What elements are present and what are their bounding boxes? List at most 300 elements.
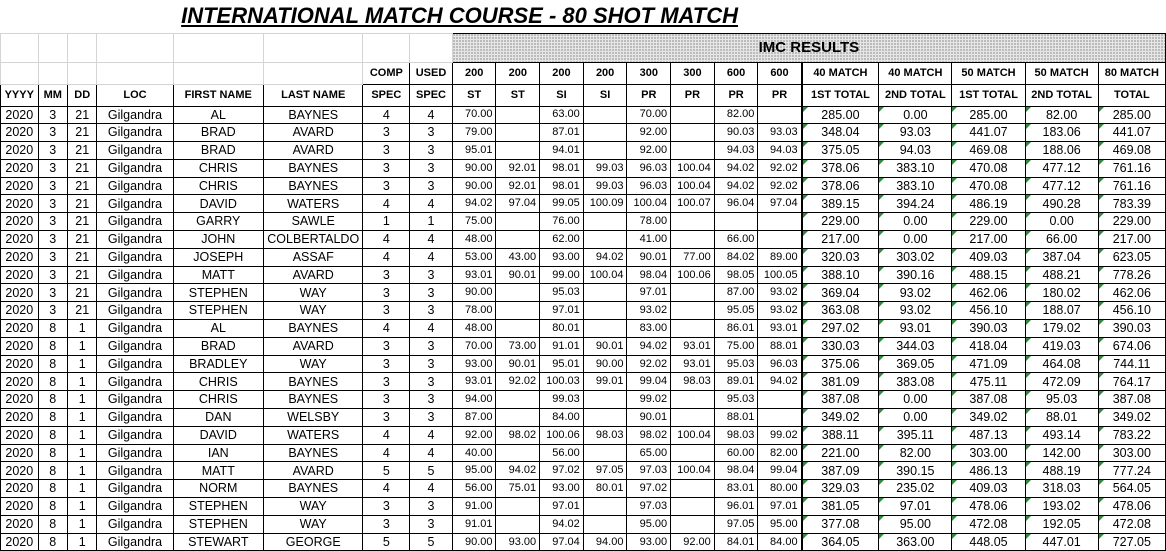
table-cell[interactable]: 471.09: [952, 355, 1025, 373]
table-cell[interactable]: 95.00: [758, 515, 802, 533]
table-cell[interactable]: 419.03: [1025, 337, 1098, 355]
table-cell[interactable]: 348.04: [802, 124, 879, 142]
table-cell[interactable]: [671, 284, 715, 302]
table-cell[interactable]: 8: [38, 355, 67, 373]
table-cell[interactable]: 229.00: [952, 213, 1025, 231]
table-cell[interactable]: 3: [410, 409, 453, 427]
table-cell[interactable]: 96.03: [627, 177, 671, 195]
table-cell[interactable]: 389.15: [802, 195, 879, 213]
table-cell[interactable]: 2020: [1, 337, 39, 355]
table-cell[interactable]: DAVID: [173, 426, 263, 444]
table-cell[interactable]: 0.00: [879, 391, 952, 409]
table-cell[interactable]: 60.00: [714, 444, 758, 462]
table-cell[interactable]: WAY: [263, 515, 363, 533]
table-cell[interactable]: 3: [410, 284, 453, 302]
table-cell[interactable]: Gilgandra: [97, 106, 173, 124]
table-cell[interactable]: 8: [38, 426, 67, 444]
table-cell[interactable]: 99.02: [627, 391, 671, 409]
table-cell[interactable]: 84.00: [540, 409, 584, 427]
table-cell[interactable]: 93.01: [452, 266, 496, 284]
table-cell[interactable]: Gilgandra: [97, 213, 173, 231]
table-cell[interactable]: SAWLE: [263, 213, 363, 231]
table-cell[interactable]: 21: [68, 177, 97, 195]
table-cell[interactable]: 4: [363, 106, 410, 124]
table-cell[interactable]: 90.01: [627, 409, 671, 427]
table-cell[interactable]: 761.16: [1098, 159, 1165, 177]
table-cell[interactable]: Gilgandra: [97, 480, 173, 498]
table-cell[interactable]: 1: [68, 462, 97, 480]
table-cell[interactable]: BAYNES: [263, 480, 363, 498]
table-cell[interactable]: 97.05: [583, 462, 627, 480]
table-cell[interactable]: 318.03: [1025, 480, 1098, 498]
table-cell[interactable]: BRADLEY: [173, 355, 263, 373]
table-cell[interactable]: 21: [68, 142, 97, 160]
table-cell[interactable]: 2020: [1, 159, 39, 177]
table-cell[interactable]: 409.03: [952, 480, 1025, 498]
table-cell[interactable]: 217.00: [1098, 231, 1165, 249]
table-cell[interactable]: 381.05: [802, 498, 879, 516]
table-cell[interactable]: 469.08: [952, 142, 1025, 160]
table-cell[interactable]: 43.00: [496, 248, 540, 266]
table-cell[interactable]: 84.00: [758, 533, 802, 551]
table-cell[interactable]: 75.00: [714, 337, 758, 355]
table-cell[interactable]: [671, 391, 715, 409]
table-cell[interactable]: 285.00: [952, 106, 1025, 124]
table-cell[interactable]: 82.00: [879, 444, 952, 462]
table-cell[interactable]: 3: [410, 142, 453, 160]
table-cell[interactable]: 48.00: [452, 231, 496, 249]
table-cell[interactable]: 303.00: [952, 444, 1025, 462]
table-cell[interactable]: AL: [173, 320, 263, 338]
table-cell[interactable]: Gilgandra: [97, 231, 173, 249]
table-cell[interactable]: 96.03: [627, 159, 671, 177]
table-cell[interactable]: 97.04: [758, 195, 802, 213]
table-cell[interactable]: [583, 213, 627, 231]
table-cell[interactable]: 3: [363, 391, 410, 409]
table-cell[interactable]: 303.00: [1098, 444, 1165, 462]
table-cell[interactable]: 8: [38, 533, 67, 551]
table-cell[interactable]: 4: [363, 231, 410, 249]
table-cell[interactable]: 378.06: [802, 159, 879, 177]
table-cell[interactable]: 89.01: [714, 373, 758, 391]
table-cell[interactable]: BAYNES: [263, 177, 363, 195]
table-cell[interactable]: 21: [68, 302, 97, 320]
table-cell[interactable]: 2020: [1, 355, 39, 373]
table-cell[interactable]: 94.02: [714, 159, 758, 177]
table-cell[interactable]: 100.04: [671, 177, 715, 195]
table-cell[interactable]: [671, 106, 715, 124]
table-cell[interactable]: 2020: [1, 213, 39, 231]
table-cell[interactable]: 2020: [1, 124, 39, 142]
table-cell[interactable]: 100.09: [583, 195, 627, 213]
table-cell[interactable]: 100.04: [583, 266, 627, 284]
table-cell[interactable]: Gilgandra: [97, 248, 173, 266]
table-cell[interactable]: 99.03: [583, 177, 627, 195]
table-cell[interactable]: 1: [68, 355, 97, 373]
table-cell[interactable]: 65.00: [627, 444, 671, 462]
table-cell[interactable]: 2020: [1, 480, 39, 498]
table-cell[interactable]: 488.21: [1025, 266, 1098, 284]
table-cell[interactable]: 777.24: [1098, 462, 1165, 480]
table-cell[interactable]: 486.19: [952, 195, 1025, 213]
table-cell[interactable]: 0.00: [879, 409, 952, 427]
table-cell[interactable]: BAYNES: [263, 106, 363, 124]
table-cell[interactable]: [496, 515, 540, 533]
table-cell[interactable]: 62.00: [540, 231, 584, 249]
table-cell[interactable]: 93.00: [540, 480, 584, 498]
table-cell[interactable]: 3: [410, 391, 453, 409]
table-cell[interactable]: 761.16: [1098, 177, 1165, 195]
table-cell[interactable]: 3: [363, 284, 410, 302]
table-cell[interactable]: 5: [363, 533, 410, 551]
table-cell[interactable]: Gilgandra: [97, 426, 173, 444]
table-cell[interactable]: 92.01: [496, 177, 540, 195]
table-cell[interactable]: DAVID: [173, 195, 263, 213]
table-cell[interactable]: 488.19: [1025, 462, 1098, 480]
table-cell[interactable]: 90.00: [452, 533, 496, 551]
table-cell[interactable]: 93.02: [758, 302, 802, 320]
table-cell[interactable]: WAY: [263, 284, 363, 302]
table-cell[interactable]: 2020: [1, 444, 39, 462]
table-cell[interactable]: [583, 444, 627, 462]
table-cell[interactable]: 95.03: [714, 391, 758, 409]
table-cell[interactable]: Gilgandra: [97, 177, 173, 195]
table-cell[interactable]: JOHN: [173, 231, 263, 249]
table-cell[interactable]: 217.00: [952, 231, 1025, 249]
table-cell[interactable]: 90.01: [627, 248, 671, 266]
table-cell[interactable]: 82.00: [1025, 106, 1098, 124]
table-cell[interactable]: 94.00: [452, 391, 496, 409]
table-cell[interactable]: 383.10: [879, 177, 952, 195]
table-cell[interactable]: 97.03: [627, 498, 671, 516]
table-cell[interactable]: 490.28: [1025, 195, 1098, 213]
table-cell[interactable]: AVARD: [263, 337, 363, 355]
table-cell[interactable]: 387.08: [952, 391, 1025, 409]
table-cell[interactable]: 90.00: [583, 355, 627, 373]
table-cell[interactable]: 21: [68, 195, 97, 213]
table-cell[interactable]: 92.01: [496, 159, 540, 177]
table-cell[interactable]: 97.02: [627, 480, 671, 498]
table-cell[interactable]: 82.00: [714, 106, 758, 124]
table-cell[interactable]: 83.01: [714, 480, 758, 498]
table-cell[interactable]: 100.04: [627, 195, 671, 213]
table-cell[interactable]: CHRIS: [173, 159, 263, 177]
table-cell[interactable]: ASSAF: [263, 248, 363, 266]
table-cell[interactable]: 100.05: [758, 266, 802, 284]
table-cell[interactable]: 2020: [1, 195, 39, 213]
table-cell[interactable]: [671, 302, 715, 320]
table-cell[interactable]: CHRIS: [173, 177, 263, 195]
table-cell[interactable]: Gilgandra: [97, 391, 173, 409]
table-cell[interactable]: 447.01: [1025, 533, 1098, 551]
table-cell[interactable]: 369.04: [802, 284, 879, 302]
table-cell[interactable]: 478.06: [1098, 498, 1165, 516]
table-cell[interactable]: 188.06: [1025, 142, 1098, 160]
table-cell[interactable]: 97.04: [540, 533, 584, 551]
table-cell[interactable]: [496, 320, 540, 338]
table-cell[interactable]: DAN: [173, 409, 263, 427]
table-cell[interactable]: 488.15: [952, 266, 1025, 284]
table-cell[interactable]: 82.00: [758, 444, 802, 462]
table-cell[interactable]: STEWART: [173, 533, 263, 551]
table-cell[interactable]: [496, 409, 540, 427]
table-cell[interactable]: 88.01: [758, 337, 802, 355]
table-cell[interactable]: 472.08: [1098, 515, 1165, 533]
table-cell[interactable]: 470.08: [952, 177, 1025, 195]
table-cell[interactable]: [671, 480, 715, 498]
table-cell[interactable]: STEPHEN: [173, 498, 263, 516]
table-cell[interactable]: [496, 444, 540, 462]
table-cell[interactable]: 88.01: [714, 409, 758, 427]
table-cell[interactable]: 418.04: [952, 337, 1025, 355]
table-cell[interactable]: [671, 213, 715, 231]
table-cell[interactable]: WAY: [263, 355, 363, 373]
table-cell[interactable]: 8: [38, 337, 67, 355]
table-cell[interactable]: 21: [68, 266, 97, 284]
table-cell[interactable]: 98.04: [627, 266, 671, 284]
table-cell[interactable]: [758, 391, 802, 409]
table-cell[interactable]: 98.03: [671, 373, 715, 391]
table-cell[interactable]: 623.05: [1098, 248, 1165, 266]
table-cell[interactable]: 98.02: [496, 426, 540, 444]
table-cell[interactable]: IAN: [173, 444, 263, 462]
table-cell[interactable]: 88.01: [1025, 409, 1098, 427]
table-cell[interactable]: 92.00: [452, 426, 496, 444]
table-cell[interactable]: Gilgandra: [97, 355, 173, 373]
table-cell[interactable]: 1: [68, 515, 97, 533]
table-cell[interactable]: 3: [363, 515, 410, 533]
table-cell[interactable]: 3: [410, 159, 453, 177]
table-cell[interactable]: 390.03: [1098, 320, 1165, 338]
table-cell[interactable]: 100.04: [671, 426, 715, 444]
table-cell[interactable]: 95.03: [714, 355, 758, 373]
table-cell[interactable]: 95.00: [627, 515, 671, 533]
table-cell[interactable]: 3: [410, 515, 453, 533]
table-cell[interactable]: 3: [38, 159, 67, 177]
table-cell[interactable]: Gilgandra: [97, 498, 173, 516]
table-cell[interactable]: 2020: [1, 373, 39, 391]
table-cell[interactable]: 3: [363, 177, 410, 195]
table-cell[interactable]: 92.00: [671, 533, 715, 551]
table-cell[interactable]: 94.00: [583, 533, 627, 551]
table-cell[interactable]: Gilgandra: [97, 337, 173, 355]
table-cell[interactable]: 79.00: [452, 124, 496, 142]
table-cell[interactable]: Gilgandra: [97, 124, 173, 142]
table-cell[interactable]: 94.02: [583, 248, 627, 266]
table-cell[interactable]: 95.01: [540, 355, 584, 373]
table-cell[interactable]: 70.00: [627, 106, 671, 124]
table-cell[interactable]: 66.00: [1025, 231, 1098, 249]
table-cell[interactable]: STEPHEN: [173, 284, 263, 302]
table-cell[interactable]: 78.00: [627, 213, 671, 231]
table-cell[interactable]: 95.03: [1025, 391, 1098, 409]
table-cell[interactable]: Gilgandra: [97, 515, 173, 533]
table-cell[interactable]: [758, 106, 802, 124]
table-cell[interactable]: 285.00: [802, 106, 879, 124]
table-cell[interactable]: [496, 106, 540, 124]
table-cell[interactable]: 86.01: [714, 320, 758, 338]
table-cell[interactable]: 456.10: [1098, 302, 1165, 320]
table-cell[interactable]: [583, 124, 627, 142]
table-cell[interactable]: 183.06: [1025, 124, 1098, 142]
table-cell[interactable]: 100.04: [671, 462, 715, 480]
table-cell[interactable]: 387.08: [802, 391, 879, 409]
table-cell[interactable]: 363.08: [802, 302, 879, 320]
table-cell[interactable]: 91.00: [452, 498, 496, 516]
table-cell[interactable]: 94.03: [758, 142, 802, 160]
table-cell[interactable]: COLBERTALDO: [263, 231, 363, 249]
table-cell[interactable]: 87.00: [452, 409, 496, 427]
table-cell[interactable]: 90.00: [452, 177, 496, 195]
table-cell[interactable]: Gilgandra: [97, 266, 173, 284]
table-cell[interactable]: 93.01: [452, 373, 496, 391]
table-cell[interactable]: 441.07: [1098, 124, 1165, 142]
table-cell[interactable]: 96.03: [758, 355, 802, 373]
table-cell[interactable]: 80.00: [758, 480, 802, 498]
table-cell[interactable]: 235.02: [879, 480, 952, 498]
table-cell[interactable]: 477.12: [1025, 177, 1098, 195]
table-cell[interactable]: 98.03: [583, 426, 627, 444]
table-cell[interactable]: [583, 515, 627, 533]
table-cell[interactable]: 2020: [1, 462, 39, 480]
table-cell[interactable]: 93.02: [627, 302, 671, 320]
table-cell[interactable]: JOSEPH: [173, 248, 263, 266]
table-cell[interactable]: 179.02: [1025, 320, 1098, 338]
table-cell[interactable]: 478.06: [952, 498, 1025, 516]
table-cell[interactable]: [583, 409, 627, 427]
table-cell[interactable]: [671, 409, 715, 427]
table-cell[interactable]: 0.00: [879, 213, 952, 231]
table-cell[interactable]: 5: [363, 462, 410, 480]
table-cell[interactable]: 94.02: [714, 177, 758, 195]
table-cell[interactable]: BRAD: [173, 124, 263, 142]
table-cell[interactable]: 90.01: [583, 337, 627, 355]
table-cell[interactable]: 92.02: [627, 355, 671, 373]
table-cell[interactable]: 95.03: [540, 284, 584, 302]
table-cell[interactable]: 100.03: [540, 373, 584, 391]
table-cell[interactable]: 95.01: [452, 142, 496, 160]
table-cell[interactable]: 1: [363, 213, 410, 231]
table-cell[interactable]: 369.05: [879, 355, 952, 373]
table-cell[interactable]: 3: [38, 213, 67, 231]
table-cell[interactable]: 3: [410, 355, 453, 373]
table-cell[interactable]: 2020: [1, 391, 39, 409]
table-cell[interactable]: 469.08: [1098, 142, 1165, 160]
table-cell[interactable]: NORM: [173, 480, 263, 498]
table-cell[interactable]: 192.05: [1025, 515, 1098, 533]
table-cell[interactable]: 97.01: [879, 498, 952, 516]
table-cell[interactable]: 142.00: [1025, 444, 1098, 462]
table-cell[interactable]: 97.01: [627, 284, 671, 302]
table-cell[interactable]: 93.01: [671, 355, 715, 373]
table-cell[interactable]: Gilgandra: [97, 373, 173, 391]
table-cell[interactable]: 94.02: [452, 195, 496, 213]
table-cell[interactable]: BRAD: [173, 142, 263, 160]
table-cell[interactable]: 5: [410, 462, 453, 480]
table-cell[interactable]: 97.04: [496, 195, 540, 213]
table-cell[interactable]: 78.00: [452, 302, 496, 320]
table-cell[interactable]: 395.11: [879, 426, 952, 444]
table-cell[interactable]: [496, 284, 540, 302]
table-cell[interactable]: 364.05: [802, 533, 879, 551]
table-cell[interactable]: 73.00: [496, 337, 540, 355]
table-cell[interactable]: 375.05: [802, 142, 879, 160]
table-cell[interactable]: 98.02: [627, 426, 671, 444]
table-cell[interactable]: 387.04: [1025, 248, 1098, 266]
table-cell[interactable]: 387.09: [802, 462, 879, 480]
table-cell[interactable]: 303.02: [879, 248, 952, 266]
table-cell[interactable]: [583, 106, 627, 124]
table-cell[interactable]: 3: [38, 248, 67, 266]
table-cell[interactable]: [671, 142, 715, 160]
table-cell[interactable]: 2020: [1, 302, 39, 320]
table-cell[interactable]: [671, 231, 715, 249]
table-cell[interactable]: 229.00: [1098, 213, 1165, 231]
table-cell[interactable]: [671, 498, 715, 516]
table-cell[interactable]: 98.01: [540, 177, 584, 195]
table-cell[interactable]: Gilgandra: [97, 320, 173, 338]
table-cell[interactable]: 4: [410, 231, 453, 249]
table-cell[interactable]: 441.07: [952, 124, 1025, 142]
table-cell[interactable]: 99.05: [540, 195, 584, 213]
table-cell[interactable]: 3: [38, 124, 67, 142]
table-cell[interactable]: 764.17: [1098, 373, 1165, 391]
table-cell[interactable]: CHRIS: [173, 391, 263, 409]
table-cell[interactable]: 472.08: [952, 515, 1025, 533]
table-cell[interactable]: 4: [410, 320, 453, 338]
table-cell[interactable]: MATT: [173, 462, 263, 480]
table-cell[interactable]: 8: [38, 480, 67, 498]
table-cell[interactable]: 493.14: [1025, 426, 1098, 444]
table-cell[interactable]: 93.02: [758, 284, 802, 302]
table-cell[interactable]: 75.01: [496, 480, 540, 498]
table-cell[interactable]: 217.00: [802, 231, 879, 249]
table-cell[interactable]: [758, 409, 802, 427]
table-cell[interactable]: 4: [363, 195, 410, 213]
table-cell[interactable]: 3: [363, 355, 410, 373]
table-cell[interactable]: 87.01: [540, 124, 584, 142]
table-cell[interactable]: BAYNES: [263, 373, 363, 391]
table-cell[interactable]: 349.02: [952, 409, 1025, 427]
table-cell[interactable]: WATERS: [263, 426, 363, 444]
table-cell[interactable]: 4: [363, 480, 410, 498]
table-cell[interactable]: 388.10: [802, 266, 879, 284]
table-cell[interactable]: 21: [68, 213, 97, 231]
table-cell[interactable]: 93.00: [496, 533, 540, 551]
table-cell[interactable]: 90.03: [714, 124, 758, 142]
table-cell[interactable]: 486.13: [952, 462, 1025, 480]
table-cell[interactable]: [583, 498, 627, 516]
table-cell[interactable]: 4: [410, 195, 453, 213]
table-cell[interactable]: 1: [68, 320, 97, 338]
table-cell[interactable]: AVARD: [263, 142, 363, 160]
table-cell[interactable]: 97.03: [627, 462, 671, 480]
table-cell[interactable]: 93.01: [758, 320, 802, 338]
table-cell[interactable]: 92.00: [627, 142, 671, 160]
table-cell[interactable]: Gilgandra: [97, 142, 173, 160]
table-cell[interactable]: 390.03: [952, 320, 1025, 338]
table-cell[interactable]: 2020: [1, 498, 39, 516]
table-cell[interactable]: 349.02: [802, 409, 879, 427]
table-cell[interactable]: 8: [38, 373, 67, 391]
table-cell[interactable]: 84.02: [714, 248, 758, 266]
table-cell[interactable]: WAY: [263, 498, 363, 516]
table-cell[interactable]: Gilgandra: [97, 195, 173, 213]
table-cell[interactable]: 8: [38, 515, 67, 533]
table-cell[interactable]: [671, 515, 715, 533]
table-cell[interactable]: 783.22: [1098, 426, 1165, 444]
table-cell[interactable]: 8: [38, 320, 67, 338]
